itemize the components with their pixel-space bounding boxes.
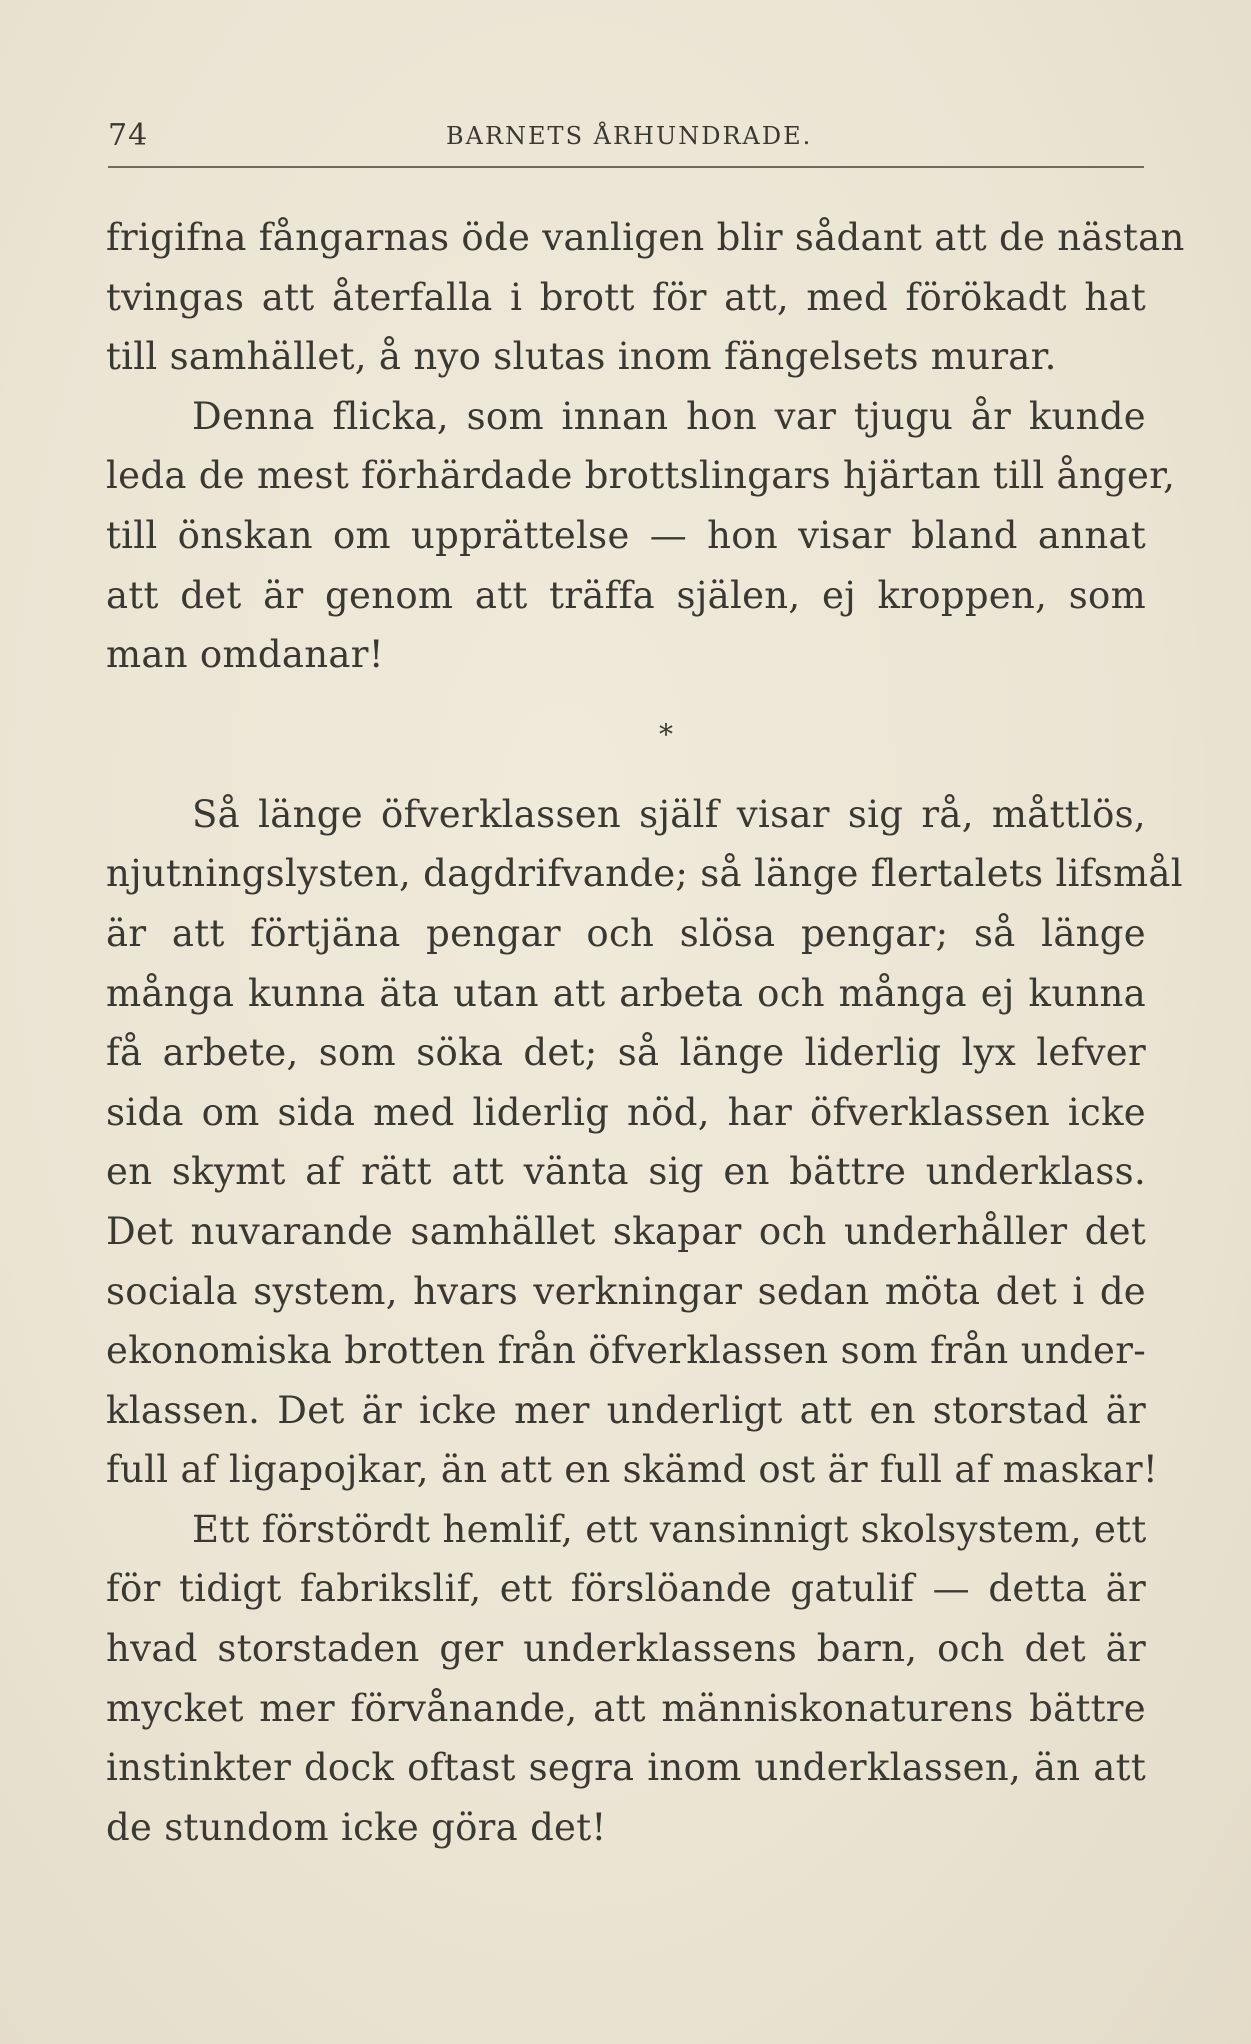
running-title: BARNETS ÅRHUNDRADE. (446, 122, 813, 150)
text-line: mycket mer förvånande, att människonaturens bättre (106, 1686, 1146, 1730)
text-line: en skymt af rätt att vänta sig en bättre underklass. (106, 1150, 1146, 1194)
paragraph-3 (106, 1500, 1146, 1858)
text-line: njutningslysten, dagdrifvande; så länge flertalets lifsmål (106, 852, 1183, 896)
text-line: Denna flicka, som innan hon var tjugu år kunde (192, 394, 1146, 438)
text-line: Ett förstördt hemlif, ett vansinnigt skolsystem, ett (192, 1507, 1147, 1551)
text-line: klassen. Det är icke mer underligt att en storstad är (106, 1388, 1146, 1432)
text-line: få arbete, som söka det; så länge liderlig lyx lefver (106, 1031, 1146, 1075)
text-line: till samhället, å nyo slutas inom fängelsets murar. (106, 335, 1057, 379)
text-line: instinkter dock oftast segra inom underklassen, än att (106, 1746, 1146, 1790)
text-line: leda de mest förhärdade brottslingars hjärtan till ånger, (106, 454, 1176, 498)
page-number: 74 (108, 118, 149, 153)
paragraph-1 (106, 208, 1185, 685)
text-line: för tidigt fabrikslif, ett förslöande gatulif — detta är (106, 1567, 1146, 1611)
text-line: hvad storstaden ger underklassens barn, och det är (106, 1627, 1146, 1671)
text-line: Så länge öfverklassen själf visar sig rå, måttlös, (192, 792, 1146, 836)
text-line: sida om sida med liderlig nöd, har öfverklassen icke (106, 1090, 1146, 1134)
text-line: full af ligapojkar, än att en skämd ost är full af maskar! (106, 1448, 1159, 1492)
text-line: att det är genom att träffa själen, ej kroppen, som (106, 573, 1146, 617)
text-line: de stundom icke göra det! (106, 1805, 607, 1849)
text-line: Det nuvarande samhället skapar och underhåller det (106, 1209, 1146, 1253)
text-line: man omdanar! (106, 633, 384, 677)
text-line: sociala system, hvars verkningar sedan möta det i de (106, 1269, 1146, 1313)
text-line: frigifna fångarnas öde vanligen blir sådant att de nästan (106, 216, 1185, 259)
text-line: ekonomiska brotten från öfverklassen som från under- (106, 1329, 1146, 1373)
body-text (106, 208, 1185, 1857)
header-rule (108, 166, 1144, 168)
text-line: tvingas att återfalla i brott för att, med förökadt hat (106, 275, 1146, 319)
page-header (108, 112, 1144, 162)
section-separator: * (659, 717, 673, 751)
text-line: är att förtjäna pengar och slösa pengar; så länge (106, 911, 1146, 955)
text-line: många kunna äta utan att arbeta och många ej kunna (106, 971, 1146, 1015)
paragraph-2 (106, 785, 1183, 1500)
text-line: till önskan om upprättelse — hon visar bland annat (106, 513, 1146, 557)
